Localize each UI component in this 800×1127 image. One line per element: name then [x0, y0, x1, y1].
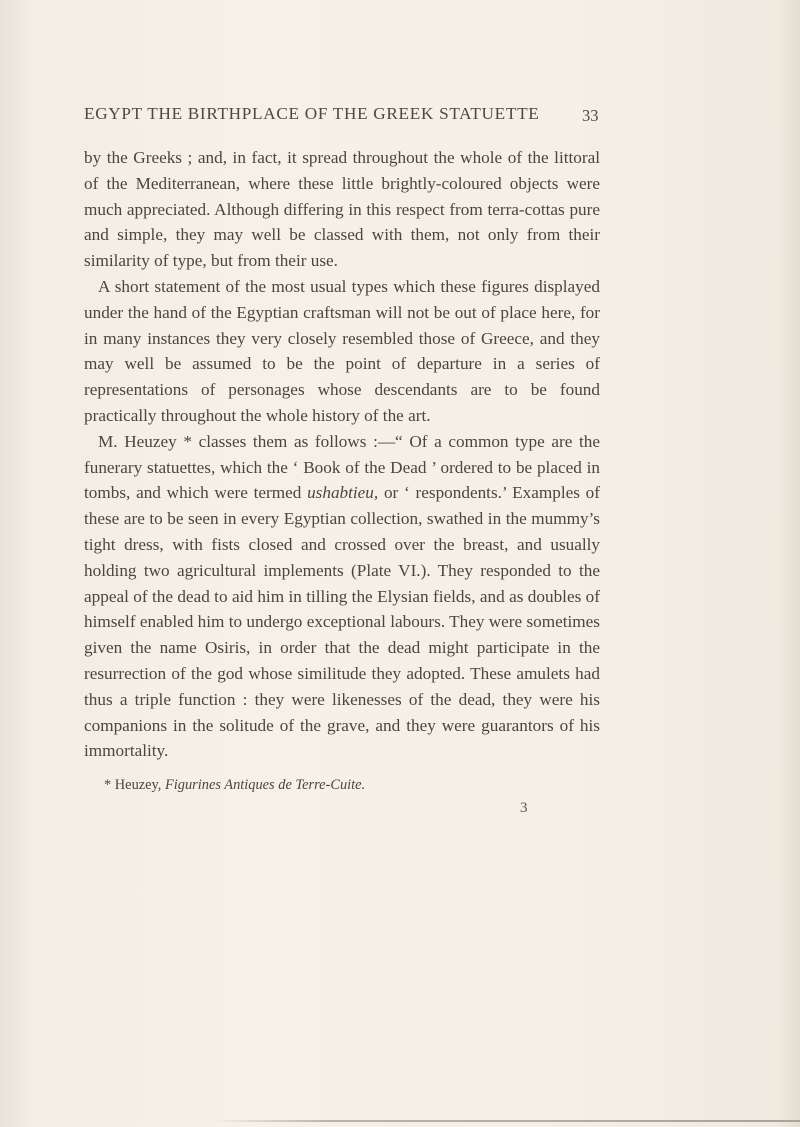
signature-mark: 3	[520, 800, 528, 816]
paragraph-text: or ‘ respondents.’ Examples of these are to be seen in every Egyptian collection, swathed in the mummy’s tight dress, with fists closed and crossed over the breast, and usually holding two agricultural implements (Plate VI.). They responded to the appeal of the dead to aid him in tilling the Elysian fields, and as doubles of himself enabled him to undergo exceptional labours. They were sometimes given the name Osiris, in order that the dead might participate in the resurrection of the god whose similitude they adopted. These amulets had thus a triple function : they were likenesses of the dead, they were his companions in the solitude of the grave, and they were guarantors of his immortality.	[84, 483, 600, 761]
paragraph-text: A short statement of the most usual types which these figures displayed under the hand of the Egyptian craftsman will not be out of place here, for in many instances they very closely resembled those of Greece, and they may well be assumed to be the point of departure in a series of representations of personages whose descendants are to be found practically throughout the whole history of the art.	[84, 276, 600, 425]
italic-term: ushabtieu,	[307, 483, 379, 503]
footnote-title: Figurines Antiques de Terre-Cuite.	[165, 777, 366, 793]
page-number: 33	[582, 106, 599, 125]
body-text	[84, 145, 600, 764]
paragraph-text: M. Heuzey * classes them as follows :—“ Of a common type are the funerary statuettes, which the ‘ Book of the Dead ’ ordered to be placed in tombs, and which were termed	[84, 431, 600, 503]
footnote	[84, 776, 604, 794]
footnote-text: * Heuzey,	[104, 777, 165, 793]
gutter-shadow	[0, 0, 30, 1127]
running-head	[0, 104, 800, 128]
paragraph-text: by the Greeks ; and, in fact, it spread throughout the whole of the littoral of the Mediterranean, where these little brightly-coloured objects were much appreciated. Although differing in this respect from terra-cottas pure and simple, they may well be classed with them, not only from their similarity of type, but from their use.	[84, 148, 600, 271]
page-edge-shadow	[778, 0, 800, 1127]
bottom-edge-line	[210, 1120, 800, 1122]
paragraph	[84, 274, 600, 429]
running-title: EGYPT THE BIRTHPLACE OF THE GREEK STATUETTE	[84, 104, 540, 123]
paragraph	[84, 429, 600, 764]
paragraph	[84, 145, 600, 274]
